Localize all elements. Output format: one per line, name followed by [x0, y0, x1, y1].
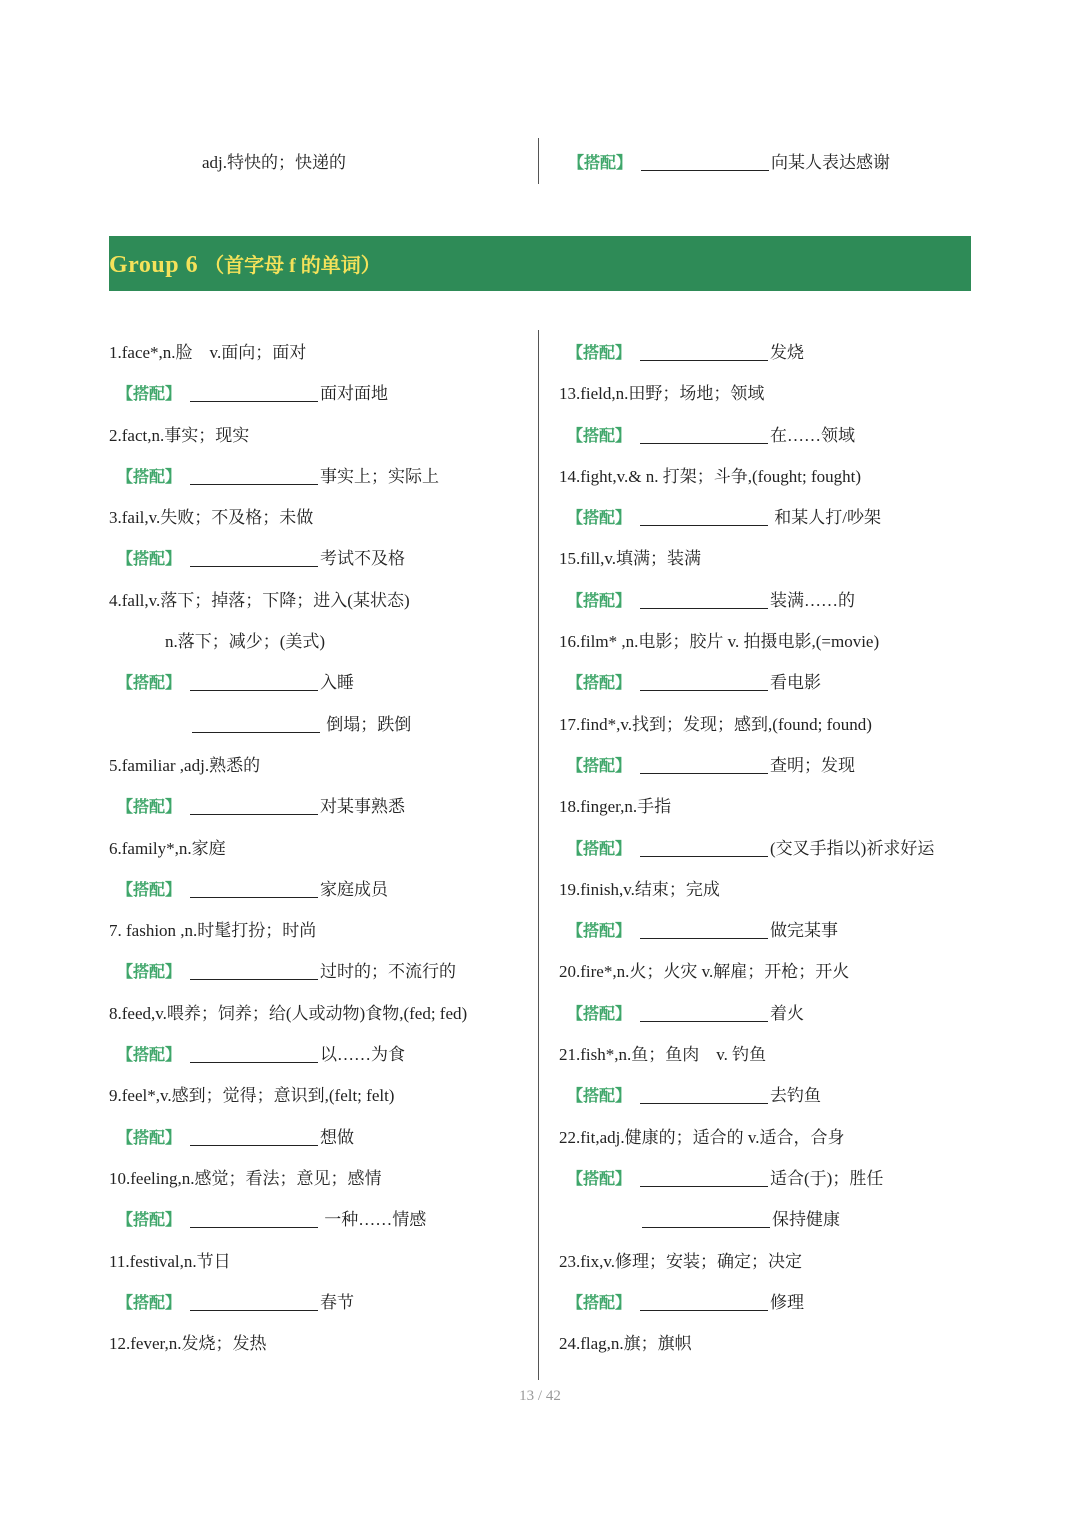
- collocation-tag: 【搭配】: [568, 153, 633, 172]
- phrase-meaning: 对某事熟悉: [320, 797, 406, 817]
- collocation-tag: 【搭配】: [567, 838, 632, 858]
- collocation-line: [559, 662, 999, 703]
- fill-blank[interactable]: [640, 1085, 768, 1104]
- vocab-entry: 7. fashion ,n.时髦打扮；时尚: [109, 921, 317, 941]
- fill-blank[interactable]: [640, 838, 768, 857]
- column-divider-top: [538, 138, 539, 184]
- collocation-tag: 【搭配】: [117, 879, 182, 899]
- collocation-line: [559, 497, 999, 538]
- phrase-meaning: 去钓鱼: [770, 1086, 822, 1106]
- collocation-tag: 【搭配】: [567, 755, 632, 775]
- vocab-entry: 18.finger,n.手指: [559, 797, 672, 817]
- vocab-entry: 1.face*,n.脸 v.面向；面对: [109, 343, 307, 362]
- vocab-entry: 11.festival,n.节日: [109, 1251, 231, 1271]
- right-column: [559, 332, 999, 1364]
- collocation-line: [109, 869, 549, 910]
- collocation-line: [109, 1034, 549, 1075]
- phrase-meaning: 入睡: [320, 673, 355, 693]
- collocation-line: [109, 1199, 549, 1240]
- fill-blank[interactable]: [640, 507, 768, 526]
- phrase-meaning: 事实上；实际上: [320, 466, 440, 486]
- phrase-meaning: 向某人表达感谢: [771, 153, 891, 172]
- prev-meaning: adj.特快的；快递的: [202, 153, 347, 172]
- phrase-meaning: (交叉手指以)祈求好运: [770, 838, 935, 858]
- collocation-tag: 【搭配】: [567, 1292, 632, 1312]
- collocation-tag: 【搭配】: [567, 673, 632, 693]
- fill-blank[interactable]: [641, 152, 769, 171]
- vocab-entry: 24.flag,n.旗；旗帜: [559, 1334, 692, 1354]
- fill-blank[interactable]: [190, 879, 318, 898]
- group-subtitle: （首字母 f 的单词）: [204, 255, 381, 277]
- phrase-meaning: 一种……情感: [320, 1210, 427, 1230]
- group-banner: [109, 236, 971, 291]
- collocation-tag: 【搭配】: [117, 1292, 182, 1312]
- collocation-line: [559, 993, 999, 1034]
- collocation-tag: 【搭配】: [117, 673, 182, 693]
- collocation-line: [559, 828, 999, 869]
- collocation-tag: 【搭配】: [567, 343, 632, 362]
- collocation-line: [559, 332, 999, 373]
- collocation-tag: 【搭配】: [567, 921, 632, 941]
- phrase-meaning: 家庭成员: [320, 879, 389, 899]
- fill-blank[interactable]: [190, 1292, 318, 1311]
- vocab-entry: 19.finish,v.结束；完成: [559, 879, 720, 899]
- phrase-meaning: 春节: [320, 1292, 355, 1312]
- collocation-line: [109, 786, 549, 827]
- vocab-entry: 8.feed,v.喂养；饲养；给(人或动物)食物,(fed; fed): [109, 1003, 468, 1023]
- vocab-entry: 2.fact,n.事实；现实: [109, 425, 250, 445]
- collocation-line: [559, 1158, 999, 1199]
- collocation-line: [109, 538, 549, 579]
- collocation-line: [109, 373, 549, 414]
- vocab-entry: 23.fix,v.修理；安装；确定；决定: [559, 1251, 803, 1271]
- prev-phrase: [568, 148, 890, 173]
- vocab-entry: 9.feel*,v.感到；觉得；意识到,(felt; felt): [109, 1086, 395, 1106]
- collocation-tag: 【搭配】: [567, 425, 632, 445]
- vocab-meaning: n.落下；减少；(美式): [165, 632, 326, 652]
- collocation-tag: 【搭配】: [117, 1127, 182, 1147]
- collocation-tag: 【搭配】: [567, 1168, 632, 1188]
- fill-blank[interactable]: [190, 796, 318, 815]
- group-title: Group 6: [109, 252, 199, 278]
- collocation-line: [559, 745, 999, 786]
- fill-blank[interactable]: [190, 1209, 318, 1228]
- vocab-entry: 12.fever,n.发烧；发热: [109, 1334, 267, 1354]
- collocation-line: [559, 1282, 999, 1323]
- fill-blank[interactable]: [640, 342, 768, 361]
- vocab-entry: 20.fire*,n.火；火灾 v.解雇；开枪；开火: [559, 962, 850, 982]
- fill-blank[interactable]: [640, 1168, 768, 1187]
- collocation-tag: 【搭配】: [567, 508, 632, 528]
- phrase-meaning: 面对面地: [320, 384, 389, 404]
- collocation-line: [559, 415, 999, 456]
- vocab-entry: 14.fight,v.& n. 打架；斗争,(fought; fought): [559, 466, 862, 486]
- page-number: 13 / 42: [519, 1388, 561, 1404]
- left-column: [109, 332, 549, 1364]
- vocab-entry: 22.fit,adj.健康的；适合的 v.适合，合身: [559, 1127, 845, 1147]
- phrase-meaning: 着火: [770, 1003, 805, 1023]
- fill-blank[interactable]: [640, 672, 768, 691]
- fill-blank[interactable]: [190, 672, 318, 691]
- collocation-line: [109, 662, 549, 703]
- collocation-tag: 【搭配】: [567, 1003, 632, 1023]
- fill-blank[interactable]: [642, 1209, 770, 1228]
- collocation-line: [109, 1117, 549, 1158]
- phrase-meaning: 倒塌；跌倒: [322, 714, 412, 734]
- vocab-entry: 16.film* ,n.电影；胶片 v. 拍摄电影,(=movie): [559, 632, 880, 652]
- phrase-meaning: 在……领域: [770, 425, 856, 445]
- fill-blank[interactable]: [640, 590, 768, 609]
- collocation-tag: 【搭配】: [117, 797, 182, 817]
- phrase-meaning: 修理: [770, 1292, 805, 1312]
- collocation-line: [109, 1282, 549, 1323]
- collocation-line: [559, 1075, 999, 1116]
- collocation-line: [559, 910, 999, 951]
- fill-blank[interactable]: [192, 714, 320, 733]
- collocation-tag: 【搭配】: [117, 549, 182, 569]
- collocation-line: [559, 1199, 999, 1240]
- fill-blank[interactable]: [190, 961, 318, 980]
- fill-blank[interactable]: [640, 425, 768, 444]
- collocation-tag: 【搭配】: [117, 962, 182, 982]
- fill-blank[interactable]: [640, 755, 768, 774]
- collocation-tag: 【搭配】: [567, 590, 632, 610]
- fill-blank[interactable]: [190, 466, 318, 485]
- vocab-entry: 3.fail,v.失败；不及格；未做: [109, 508, 314, 528]
- phrase-meaning: 看电影: [770, 673, 822, 693]
- vocab-entry: 13.field,n.田野；场地；领域: [559, 384, 765, 404]
- vocab-entry: 17.find*,v.找到；发现；感到,(found; found): [559, 714, 872, 734]
- collocation-tag: 【搭配】: [117, 384, 182, 404]
- phrase-meaning: 做完某事: [770, 921, 839, 941]
- fill-blank[interactable]: [640, 920, 768, 939]
- phrase-meaning: 和某人打/吵架: [770, 508, 881, 528]
- vocab-entry: 21.fish*,n.鱼；鱼肉 v. 钓鱼: [559, 1045, 767, 1065]
- collocation-tag: 【搭配】: [117, 466, 182, 486]
- collocation-line: [109, 951, 549, 992]
- phrase-meaning: 装满……的: [770, 590, 856, 610]
- phrase-meaning: 过时的；不流行的: [320, 962, 457, 982]
- phrase-meaning: 发烧: [770, 343, 805, 362]
- phrase-meaning: 想做: [320, 1127, 355, 1147]
- collocation-tag: 【搭配】: [117, 1210, 182, 1230]
- phrase-meaning: 保持健康: [772, 1210, 840, 1230]
- phrase-meaning: 以……为食: [320, 1045, 406, 1065]
- phrase-meaning: 适合(于)；胜任: [770, 1168, 884, 1188]
- phrase-meaning: 考试不及格: [320, 549, 406, 569]
- collocation-tag: 【搭配】: [117, 1045, 182, 1065]
- fill-blank[interactable]: [190, 1127, 318, 1146]
- fill-blank[interactable]: [190, 383, 318, 402]
- collocation-tag: 【搭配】: [567, 1086, 632, 1106]
- collocation-line: [109, 704, 549, 745]
- vocab-entry: 15.fill,v.填满；装满: [559, 549, 701, 569]
- collocation-line: [109, 456, 549, 497]
- fill-blank[interactable]: [190, 1044, 318, 1063]
- vocab-entry: 10.feeling,n.感觉；看法；意见；感情: [109, 1168, 382, 1188]
- fill-blank[interactable]: [640, 1003, 768, 1022]
- vocab-entry: 4.fall,v.落下；掉落；下降；进入(某状态): [109, 590, 410, 610]
- vocab-entry: 5.familiar ,adj.熟悉的: [109, 755, 261, 775]
- previous-page-continuation: [0, 138, 1080, 184]
- fill-blank[interactable]: [640, 1292, 768, 1311]
- phrase-meaning: 查明；发现: [770, 755, 856, 775]
- vocab-entry: 6.family*,n.家庭: [109, 838, 226, 858]
- collocation-line: [559, 580, 999, 621]
- fill-blank[interactable]: [190, 548, 318, 567]
